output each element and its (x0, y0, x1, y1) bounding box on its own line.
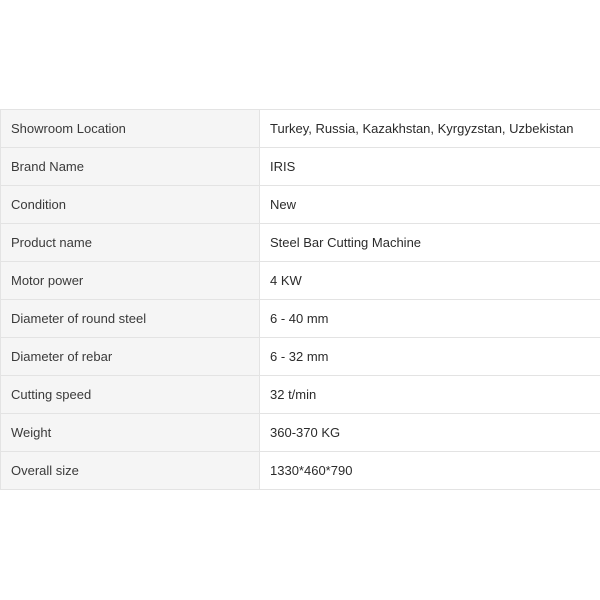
spec-row-condition (1, 186, 600, 224)
spec-table (0, 109, 600, 490)
spec-label: Showroom Location (1, 110, 260, 148)
spec-value: 6 - 32 mm (260, 338, 600, 376)
spec-value: New (260, 186, 600, 224)
spec-label: Diameter of round steel (1, 300, 260, 338)
spec-label: Diameter of rebar (1, 338, 260, 376)
spec-label: Overall size (1, 452, 260, 490)
spec-value: 360-370 KG (260, 414, 600, 452)
spec-label: Cutting speed (1, 376, 260, 414)
spec-value: 32 t/min (260, 376, 600, 414)
spec-row-brand-name (1, 148, 600, 186)
spec-value: Turkey, Russia, Kazakhstan, Kyrgyzstan, Uzbekistan (260, 110, 600, 148)
spec-label: Brand Name (1, 148, 260, 186)
spec-value: 1330*460*790 (260, 452, 600, 490)
spec-row-cutting-speed (1, 376, 600, 414)
spec-value: 6 - 40 mm (260, 300, 600, 338)
spec-row-showroom-location (1, 110, 600, 148)
spec-value: 4 KW (260, 262, 600, 300)
spec-row-weight (1, 414, 600, 452)
spec-row-diameter-rebar (1, 338, 600, 376)
spec-row-overall-size (1, 452, 600, 490)
spec-value: Steel Bar Cutting Machine (260, 224, 600, 262)
spec-value: IRIS (260, 148, 600, 186)
spec-label: Motor power (1, 262, 260, 300)
spec-row-motor-power (1, 262, 600, 300)
spec-row-product-name (1, 224, 600, 262)
spec-label: Product name (1, 224, 260, 262)
spec-label: Weight (1, 414, 260, 452)
spec-label: Condition (1, 186, 260, 224)
spec-row-diameter-round-steel (1, 300, 600, 338)
